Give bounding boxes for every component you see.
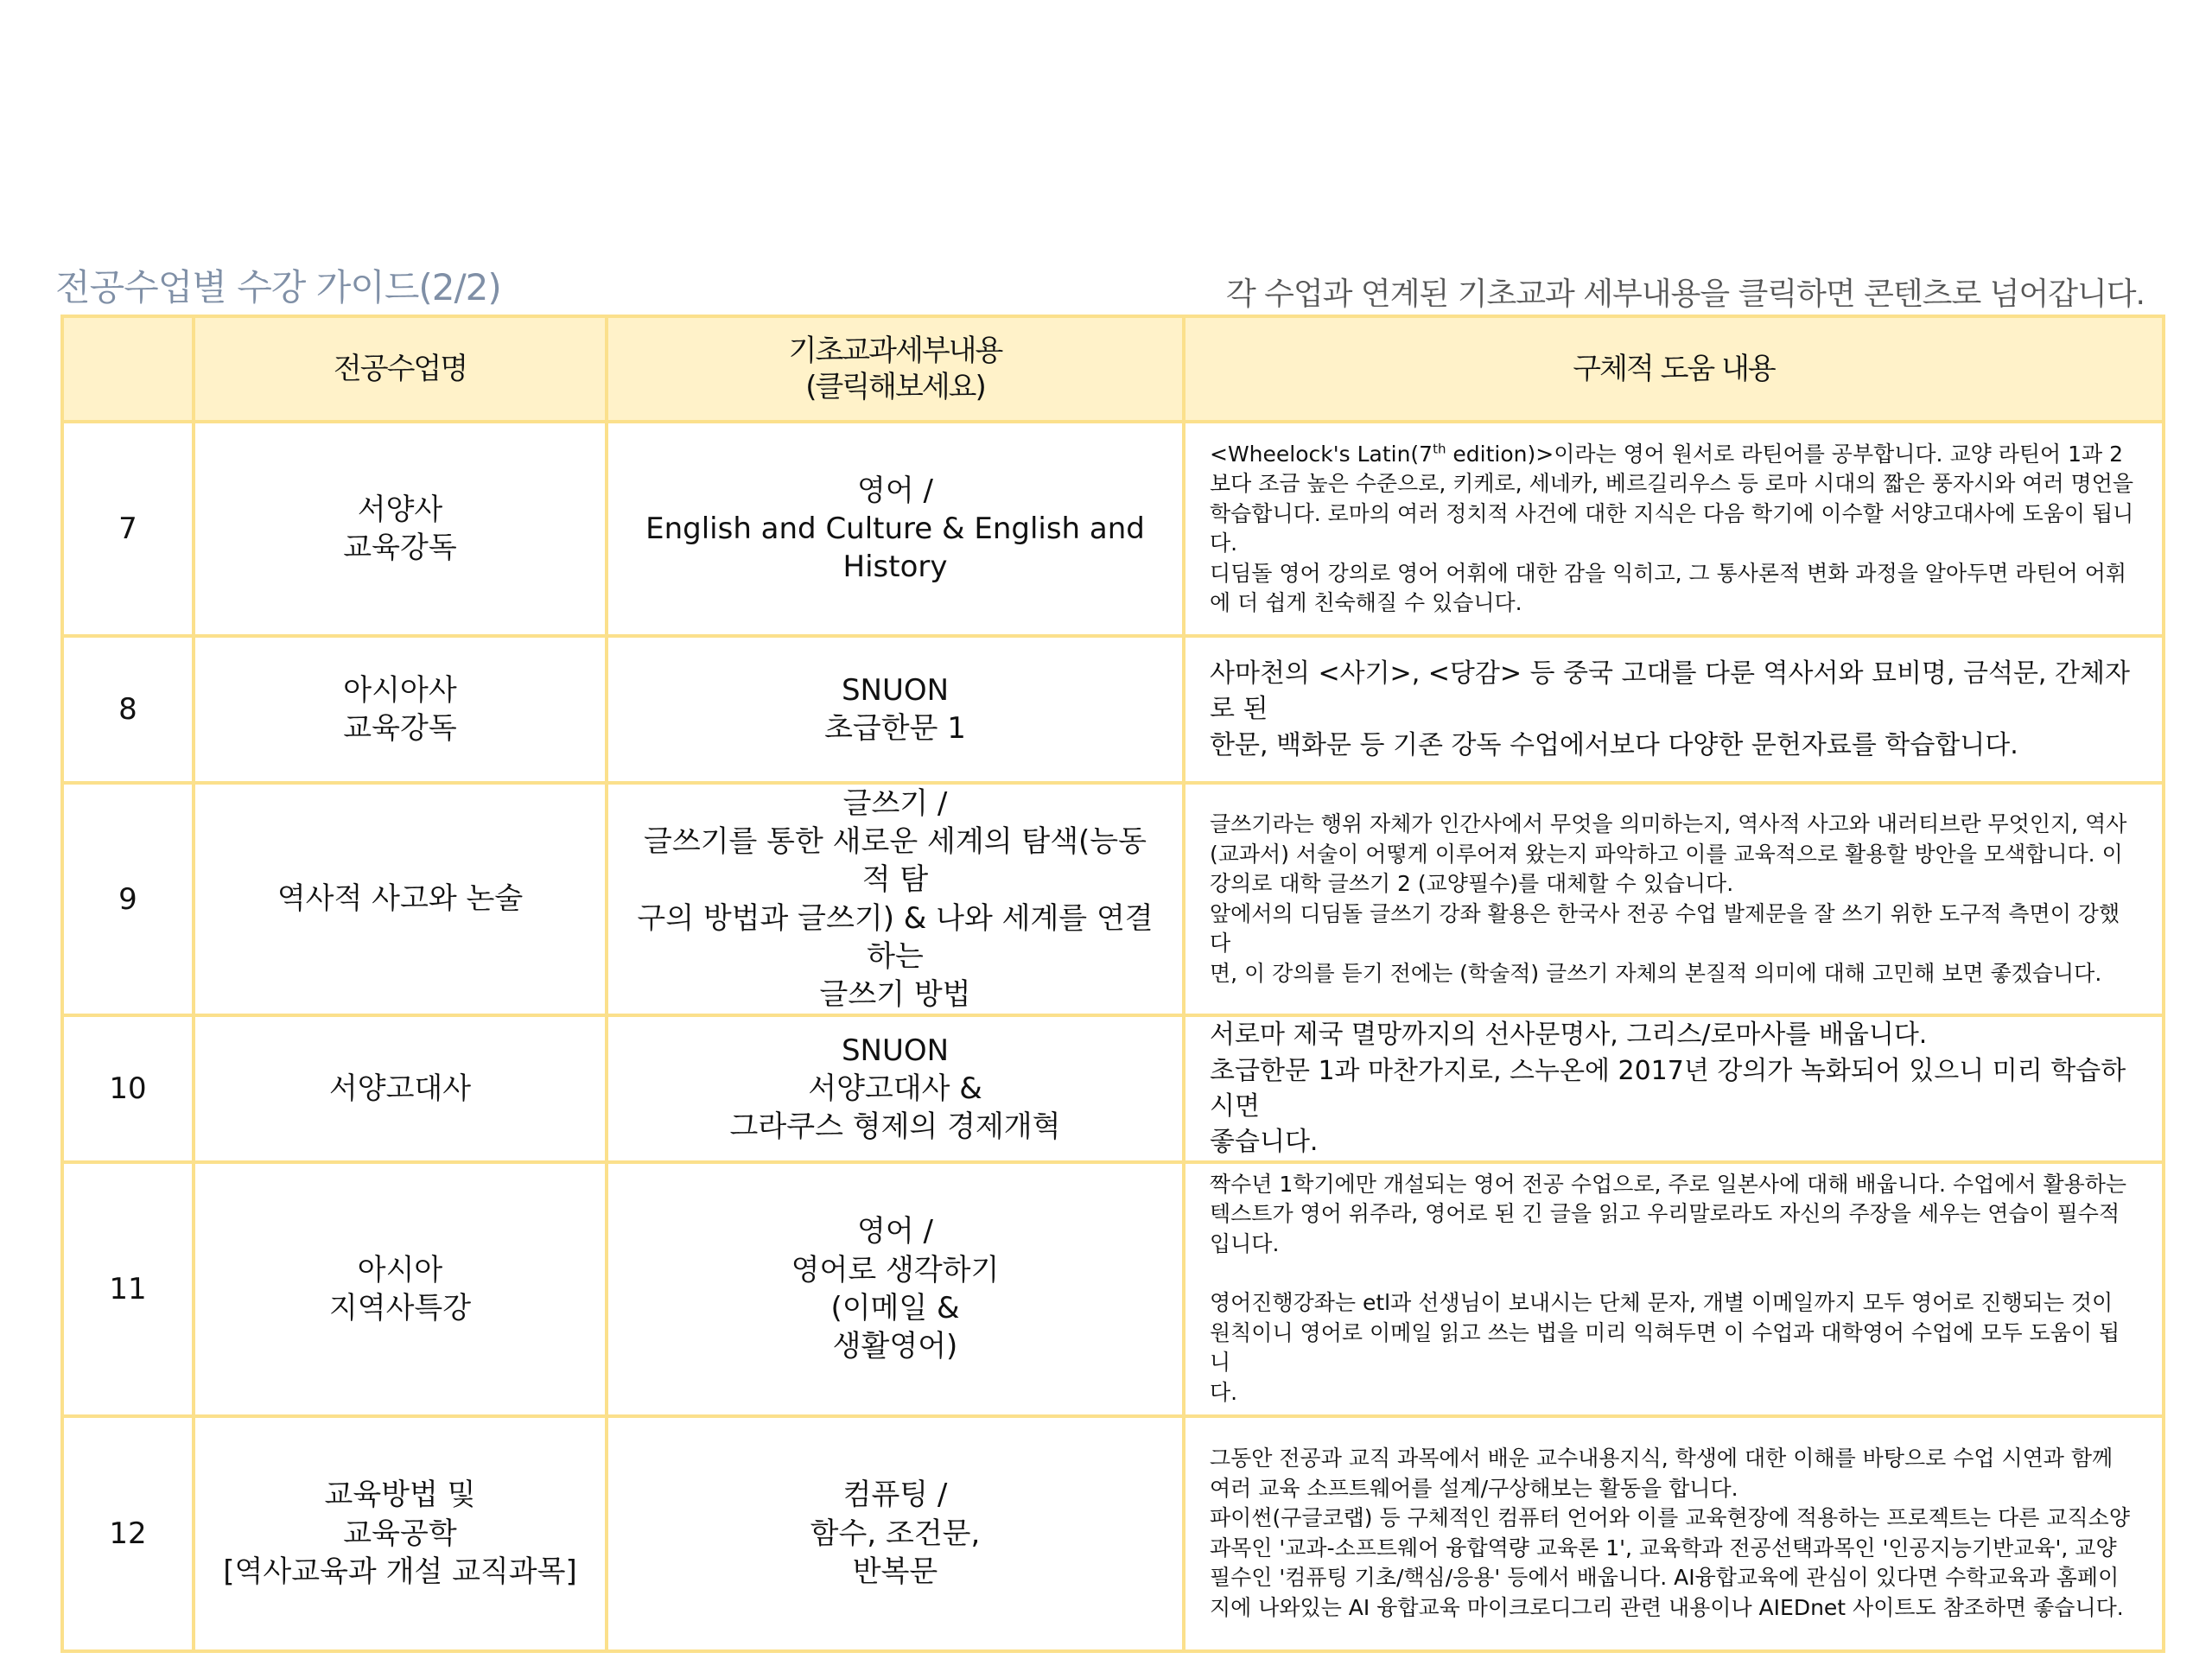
header-basic-line: (클릭해보세요) [805, 370, 985, 404]
basic-content-link[interactable] [607, 1162, 1184, 1416]
header-course: 전공수업명 [194, 316, 607, 422]
help-line: 디딤돌 영어 강의로 영어 어휘에 대한 감을 익히고, 그 통사론적 변화 과정을 알아두면 라틴어 어휘 [1210, 560, 2127, 586]
page-hint: 각 수업과 연계된 기초교과 세부내용을 클릭하면 콘텐츠로 넘어갑니다. [1225, 276, 2145, 312]
help-line: 면, 이 강의를 듣기 전에는 (학술적) 글쓰기 자체의 본질적 의미에 대해 고민해 보면 좋겠습니다. [1210, 960, 2102, 986]
header-basic [607, 316, 1184, 422]
help-content [1184, 1416, 2164, 1651]
row-number: 12 [62, 1416, 194, 1651]
help-content [1184, 1015, 2164, 1162]
course-line: 교육공학 [343, 1516, 457, 1551]
course-line: 교육강독 [343, 531, 457, 565]
basic-content-link[interactable] [607, 636, 1184, 783]
help-text: edition)>이라는 영어 원서로 라틴어를 공부합니다. 교양 라틴어 1과 2 [1446, 441, 2124, 467]
table-row [62, 1015, 2164, 1162]
basic-line: SNUON [841, 1033, 950, 1068]
help-line: 글쓰기라는 행위 자체가 인간사에서 무엇을 의미하는지, 역사적 사고와 내러티브란 무엇인지, 역사 [1210, 811, 2127, 837]
help-line: 다. [1210, 1379, 1238, 1405]
help-line: 사마천의 <사기>, <당감> 등 중국 고대를 다룬 역사서와 묘비명, 금석문, 간체자로 된 [1210, 658, 2130, 725]
basic-line: 컴퓨팅 / [842, 1478, 948, 1513]
row-number: 9 [62, 783, 194, 1015]
basic-line: (이메일 & [830, 1290, 960, 1325]
help-line: 서로마 제국 멸망까지의 선사문명사, 그리스/로마사를 배웁니다. [1210, 1020, 1928, 1051]
help-line: 여러 교육 소프트웨어를 설계/구상해보는 활동을 합니다. [1210, 1475, 1738, 1501]
help-line: 영어진행강좌는 etl과 선생님이 보내시는 단체 문자, 개별 이메일까지 모두 영어로 진행되는 것이 [1210, 1290, 2113, 1316]
course-name [194, 1162, 607, 1416]
help-line: 그동안 전공과 교직 과목에서 배운 교수내용지식, 학생에 대한 이해를 바탕으로 수업 시연과 함께 [1210, 1446, 2113, 1471]
table-row [62, 783, 2164, 1015]
help-line: 강의로 대학 글쓰기 2 (교양필수)를 대체할 수 있습니다. [1210, 871, 1734, 897]
help-line: 지에 나와있는 AI 융합교육 마이크로디그리 관련 내용이나 AIEDnet 사이트도 참조하면 좋습니다. [1210, 1594, 2124, 1620]
page-title: 전공수업별 수강 가이드(2/2) [55, 266, 501, 308]
header-num [62, 316, 194, 422]
superscript: th [1433, 441, 1446, 457]
course-line: 서양고대사 [328, 1071, 472, 1106]
help-text: <Wheelock's Latin(7 [1210, 441, 1433, 467]
course-line: 아시아 [357, 1252, 443, 1287]
help-content [1184, 636, 2164, 783]
basic-line: English and Culture & English and [645, 511, 1145, 546]
basic-line: 영어 / [857, 473, 933, 508]
help-content [1184, 1162, 2164, 1416]
header-help: 구체적 도움 내용 [1184, 316, 2164, 422]
course-line: 교육방법 및 [324, 1478, 476, 1513]
course-name [194, 1015, 607, 1162]
basic-line: 생활영어) [832, 1328, 958, 1363]
row-number: 10 [62, 1015, 194, 1162]
course-line: 지역사특강 [328, 1290, 472, 1325]
course-name [194, 636, 607, 783]
basic-line: History [842, 550, 948, 585]
help-line: 짝수년 1학기에만 개설되는 영어 전공 수업으로, 주로 일본사에 대해 배웁니다. 수업에서 활용하는 [1210, 1171, 2127, 1197]
basic-line: 함수, 조건문, [810, 1516, 981, 1551]
basic-line: 서양고대사 & [808, 1071, 982, 1106]
help-line: 보다 조금 높은 수준으로, 키케로, 세네카, 베르길리우스 등 로마 시대의 짧은 풍자시와 여러 명언을 [1210, 471, 2134, 496]
course-line: 서양사 [357, 492, 443, 527]
help-line: 한문, 백화문 등 기존 강독 수업에서보다 다양한 문헌자료를 학습합니다. [1210, 729, 2018, 760]
header-basic-line: 기초교과세부내용 [788, 333, 1002, 368]
help-line: 과목인 '교과-소프트웨어 융합역량 교육론 1', 교육학과 전공선택과목인 '인공지능기반교육', 교양 [1210, 1535, 2117, 1560]
basic-line: 영어 / [857, 1214, 933, 1249]
basic-content-link[interactable] [607, 783, 1184, 1015]
basic-line: SNUON [841, 672, 950, 708]
table-row [62, 1416, 2164, 1651]
basic-line: 영어로 생각하기 [791, 1252, 1000, 1287]
help-line: 에 더 쉽게 친숙해질 수 있습니다. [1210, 590, 1522, 615]
help-line: 초급한문 1과 마찬가지로, 스누온에 2017년 강의가 녹화되어 있으니 미리 학습하시면 [1210, 1055, 2126, 1122]
help-line: 좋습니다. [1210, 1127, 1319, 1158]
basic-line: 반복문 [852, 1554, 938, 1589]
table-row [62, 422, 2164, 636]
table-row [62, 636, 2164, 783]
course-line: 역사적 사고와 논술 [276, 881, 524, 917]
help-line: 파이썬(구글코랩) 등 구체적인 컴퓨터 언어와 이를 교육현장에 적용하는 프로젝트는 다른 교직소양 [1210, 1505, 2130, 1531]
course-line: 아시아사 [343, 672, 457, 708]
help-line: 학습합니다. 로마의 여러 정치적 사건에 대한 지식은 다음 학기에 이수할 서양고대사에 도움이 됩니 [1210, 500, 2134, 526]
help-content [1184, 783, 2164, 1015]
basic-content-link[interactable] [607, 422, 1184, 636]
course-line: 교육강독 [343, 711, 457, 746]
header-row [62, 316, 2164, 422]
course-line: [역사교육과 개설 교직과목] [223, 1554, 577, 1589]
course-name [194, 783, 607, 1015]
row-number: 8 [62, 636, 194, 783]
basic-line: 그라쿠스 형제의 경제개혁 [729, 1109, 1061, 1144]
basic-line: 구의 방법과 글쓰기) & 나와 세계를 연결하는 [637, 900, 1154, 974]
basic-line: 글쓰기 방법 [819, 976, 971, 1012]
help-line: 앞에서의 디딤돌 글쓰기 강좌 활용은 한국사 전공 수업 발제문을 잘 쓰기 위한 도구적 측면이 강했다 [1210, 900, 2120, 957]
help-line: 다. [1210, 531, 1238, 556]
help-line: 입니다. [1210, 1230, 1280, 1256]
course-name [194, 422, 607, 636]
row-number: 7 [62, 422, 194, 636]
table-row [62, 1162, 2164, 1416]
basic-content-link[interactable] [607, 1416, 1184, 1651]
row-number: 11 [62, 1162, 194, 1416]
help-line: 원칙이니 영어로 이메일 읽고 쓰는 법을 미리 익혀두면 이 수업과 대학영어 수업에 모두 도움이 됩니 [1210, 1319, 2120, 1376]
help-line: 텍스트가 영어 위주라, 영어로 된 긴 글을 읽고 우리말로라도 자신의 주장을 세우는 연습이 필수적 [1210, 1201, 2120, 1227]
help-line: 필수인 '컴퓨팅 기초/핵심/응용' 등에서 배웁니다. AI융합교육에 관심이 있다면 수학교육과 홈페이 [1210, 1565, 2120, 1591]
basic-line: 글쓰기를 통한 새로운 세계의 탐색(능동적 탐 [644, 824, 1147, 898]
paragraph-gap [1210, 1259, 2138, 1288]
help-line [1210, 440, 2138, 470]
basic-line: 초급한문 1 [824, 711, 966, 746]
course-name [194, 1416, 607, 1651]
course-guide-table [60, 315, 2165, 1653]
help-content [1184, 422, 2164, 636]
basic-content-link[interactable] [607, 1015, 1184, 1162]
basic-line: 글쓰기 / [842, 786, 948, 821]
help-line: (교과서) 서술이 어떻게 이루어져 왔는지 파악하고 이를 교육적으로 활용할 방안을 모색합니다. 이 [1210, 841, 2123, 867]
